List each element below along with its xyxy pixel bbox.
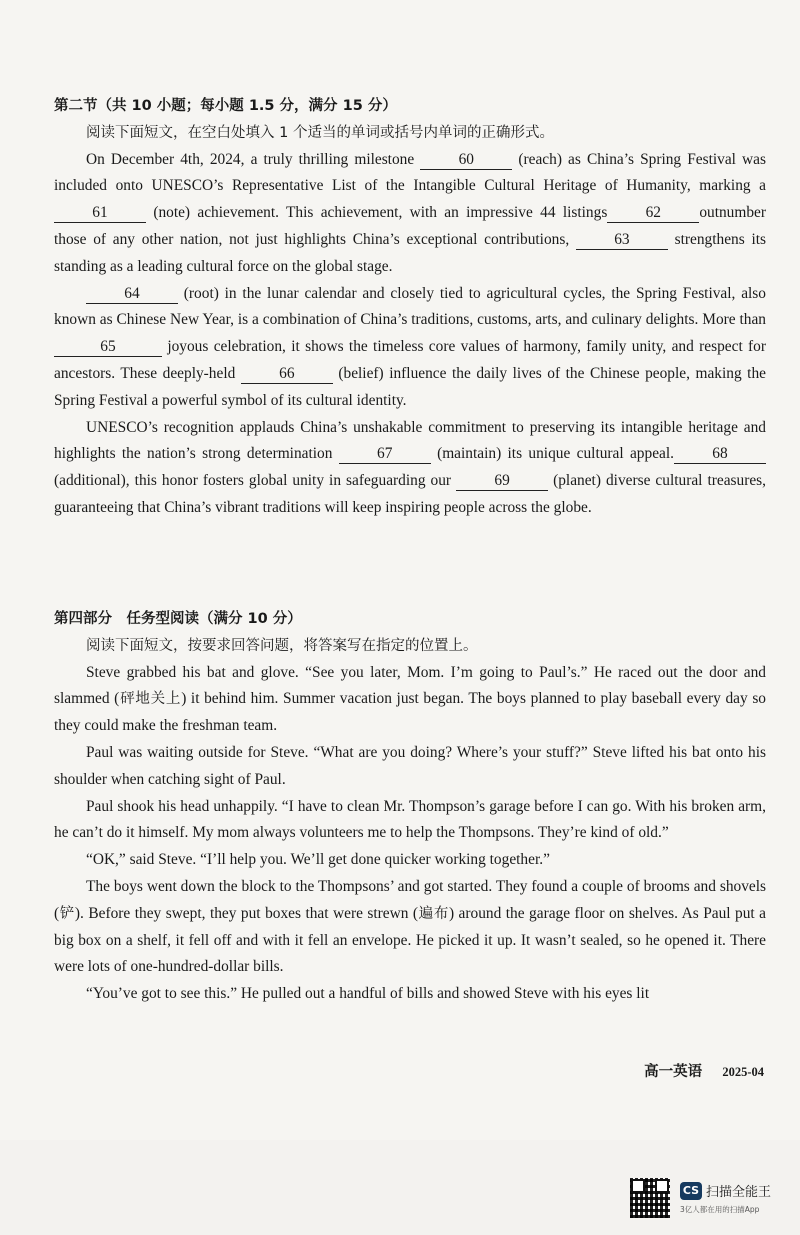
scanner-app-name: 扫描全能王 <box>706 1185 772 1200</box>
blank-64[interactable]: 64 <box>86 285 178 304</box>
part4-heading: 第四部分 任务型阅读（满分 10 分） <box>54 611 302 627</box>
blank-68[interactable]: 68 <box>674 445 766 464</box>
qr-code-icon <box>630 1178 670 1218</box>
blank-65[interactable]: 65 <box>54 338 162 357</box>
story-paragraph-6: “You’ve got to see this.” He pulled out a handful of bills and showed Steve with his eyes lit <box>86 985 650 1003</box>
section2-paragraph-1: On December 4th, 2024, a truly thrilling milestone 60 (reach) as China’s Spring Festival was included onto UNESCO’s Representative List of the Intangible Cultural Heritage of Humanity, marking a 61 (note) achievement. This achievement, with an impressive 44 listings 62 outnumber those of any other nation, not just highlights China’s exceptional contributions, 63 strengthens its standing as a leading cultural force on the global stage. <box>54 150 766 275</box>
story-paragraph-2: Paul was waiting outside for Steve. “What are you doing? Where’s your stuff?” Steve lifted his bat onto his shoulder when catching sight of Paul. <box>54 743 766 788</box>
blank-67[interactable]: 67 <box>339 445 431 464</box>
blank-62[interactable]: 62 <box>607 204 699 223</box>
section2-paragraph-3: UNESCO’s recognition applauds China’s unshakable commitment to preserving its intangible heritage and highlights the nation’s strong determination 67 (maintain) its unique cultural appeal. 68 (additional), this honor fosters global unity in safeguarding our 69 (planet) diverse cultural treasures, guaranteeing that China’s vibrant traditions will keep inspiring people across the globe. <box>54 418 766 516</box>
section2-paragraph-2: 64 (root) in the lunar calendar and closely tied to agricultural cycles, the Spring Festival, also known as Chinese New Year, is a combination of China’s traditions, customs, arts, and culinary delights. More than 65 joyous celebration, it shows the timeless core values of harmony, family unity, and respect for ancestors. These deeply-held 66 (belief) influence the daily lives of the Chinese people, making the Spring Festival a powerful symbol of its cultural identity. <box>54 284 766 409</box>
part4-instruction: 阅读下面短文，按要求回答问题，将答案写在指定的位置上。 <box>86 637 478 654</box>
scanner-watermark <box>630 1178 780 1222</box>
gloss-slammed: 砰地关上 <box>119 691 182 708</box>
gloss-shovels: 铲 <box>59 905 75 922</box>
scanner-slogan: 3亿人都在用的扫描App <box>680 1205 760 1214</box>
story-paragraph-1: Steve grabbed his bat and glove. “See you later, Mom. I’m going to Paul’s.” He raced out the door and slammed (砰地关上) it behind him. Summer vacation just began. The boys planned to play baseball every day so they could make the freshman team. <box>54 663 766 735</box>
section2-instruction: 阅读下面短文，在空白处填入 1 个适当的单词或括号内单词的正确形式。 <box>86 124 554 141</box>
gloss-strewn: 遍布 <box>418 905 449 922</box>
blank-60[interactable]: 60 <box>420 151 512 170</box>
story-paragraph-4: “OK,” said Steve. “I’ll help you. We’ll get done quicker working together.” <box>86 851 550 869</box>
section2 <box>54 93 766 522</box>
section2-heading: 第二节（共 10 小题；每小题 1.5 分，满分 15 分） <box>54 98 397 114</box>
camscanner-logo-icon: CS <box>680 1182 702 1200</box>
blank-69[interactable]: 69 <box>456 472 548 491</box>
footer-subject: 高一英语 <box>644 1064 703 1080</box>
story-paragraph-3: Paul shook his head unhappily. “I have to clean Mr. Thompson’s garage before I can go. With his broken arm, he can’t do it himself. My mom always volunteers me to help the Thompsons. They’re kind of old.” <box>54 797 766 842</box>
story-paragraph-5: The boys went down the block to the Thompsons’ and got started. They found a couple of brooms and shovels (铲). Before they swept, they put boxes that were strewn (遍布) around the garage floor on shelves. As Paul put a big box on a shelf, it fell off and with it fell an envelope. He picked it up. It wasn’t sealed, so he opened it. There were lots of one-hundred-dollar bills. <box>54 877 767 976</box>
blank-63[interactable]: 63 <box>576 231 668 250</box>
page-footer <box>644 1060 764 1081</box>
blank-66[interactable]: 66 <box>241 365 333 384</box>
blank-61[interactable]: 61 <box>54 204 146 223</box>
footer-date: 2025-04 <box>722 1065 764 1079</box>
part4 <box>54 606 766 1008</box>
